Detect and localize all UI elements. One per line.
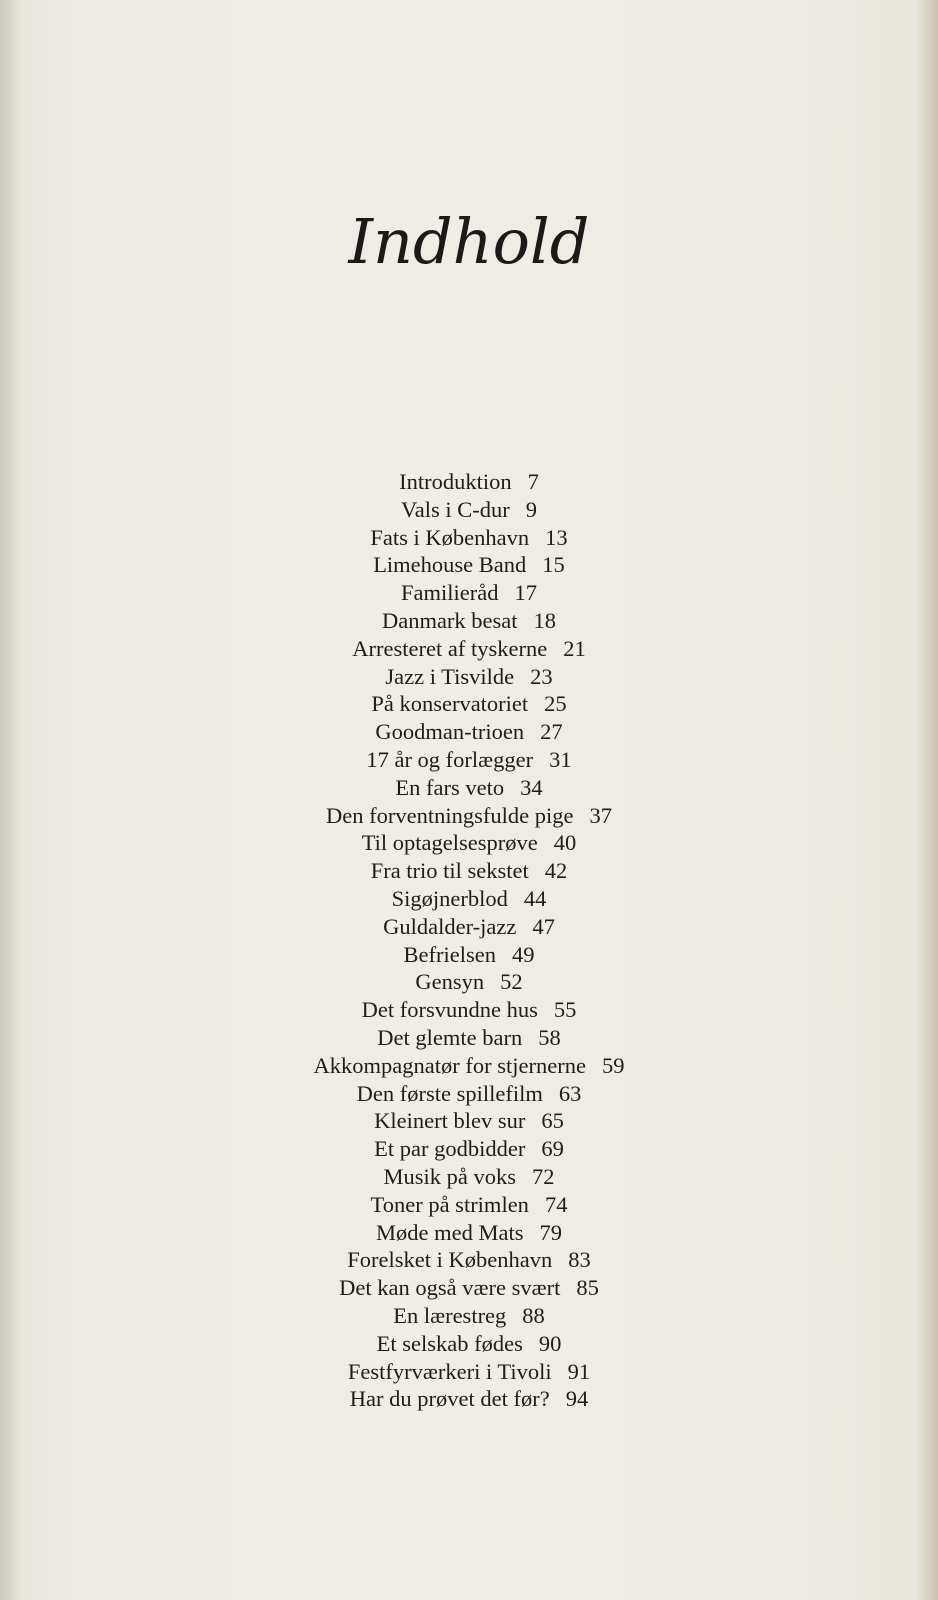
table-of-contents xyxy=(0,468,938,1413)
toc-entry-page: 9 xyxy=(525,496,537,522)
toc-entry xyxy=(0,1274,938,1302)
toc-entry-title: Befrielsen xyxy=(403,941,496,967)
toc-entry-title: Jazz i Tisvilde xyxy=(385,663,515,689)
toc-entry xyxy=(0,1358,938,1386)
toc-entry-page: 37 xyxy=(589,802,612,828)
toc-entry xyxy=(0,1024,938,1052)
toc-entry xyxy=(0,524,938,552)
toc-entry xyxy=(0,1330,938,1358)
toc-entry-title: Det forsvundne hus xyxy=(361,997,538,1023)
toc-entry-title: Den første spillefilm xyxy=(356,1080,543,1106)
toc-entry-title: Familieråd xyxy=(401,580,499,606)
toc-entry-page: 83 xyxy=(568,1247,591,1273)
toc-entry xyxy=(0,718,938,746)
toc-entry-page: 40 xyxy=(553,830,577,856)
toc-entry xyxy=(0,1191,938,1219)
toc-entry xyxy=(0,1052,938,1080)
toc-entry-page: 49 xyxy=(511,941,535,967)
toc-entry xyxy=(0,941,938,969)
toc-entry xyxy=(0,468,938,496)
toc-entry-page: 88 xyxy=(522,1302,545,1328)
toc-entry xyxy=(0,774,938,802)
page-title: Indhold xyxy=(348,205,590,278)
toc-entry-page: 31 xyxy=(549,746,572,772)
toc-entry xyxy=(0,690,938,718)
toc-entry xyxy=(0,885,938,913)
toc-entry-title: En lærestreg xyxy=(393,1302,507,1328)
toc-entry-page: 25 xyxy=(544,691,567,717)
toc-entry-title: Den forventningsfulde pige xyxy=(326,802,574,828)
toc-entry-page: 17 xyxy=(514,580,537,606)
toc-entry xyxy=(0,1219,938,1247)
toc-entry-title: Til optagelsesprøve xyxy=(361,830,538,856)
toc-entry-page: 55 xyxy=(553,997,577,1023)
toc-entry-title: Introduktion xyxy=(399,469,512,494)
toc-entry-page: 27 xyxy=(540,719,563,745)
toc-entry-title: Kleinert blev sur xyxy=(374,1108,526,1134)
toc-entry-page: 23 xyxy=(530,663,553,689)
toc-entry-page: 59 xyxy=(601,1052,625,1078)
toc-entry-title: En fars veto xyxy=(395,774,505,800)
toc-entry-page: 42 xyxy=(544,858,568,884)
toc-entry xyxy=(0,996,938,1024)
toc-entry xyxy=(0,1135,938,1163)
toc-entry-page: 18 xyxy=(533,607,557,633)
toc-entry-title: Vals i C-dur xyxy=(401,496,510,522)
toc-entry xyxy=(0,607,938,635)
toc-entry-page: 52 xyxy=(500,969,523,995)
toc-entry-title: Guldalder-jazz xyxy=(383,913,517,939)
toc-entry xyxy=(0,635,938,663)
toc-entry-page: 7 xyxy=(527,469,539,494)
toc-entry xyxy=(0,1163,938,1191)
toc-entry-page: 63 xyxy=(558,1080,582,1106)
toc-entry xyxy=(0,829,938,857)
toc-entry-title: Fats i København xyxy=(370,524,530,550)
toc-entry-title: Arresteret af tyskerne xyxy=(352,635,548,661)
toc-entry xyxy=(0,551,938,579)
toc-entry xyxy=(0,496,938,524)
toc-entry-page: 13 xyxy=(545,524,568,550)
toc-entry xyxy=(0,746,938,774)
toc-entry-title: Har du prøvet det før? xyxy=(349,1386,550,1412)
toc-entry-title: Festfyrværkeri i Tivoli xyxy=(347,1358,552,1384)
toc-entry-title: Et par godbidder xyxy=(374,1136,526,1162)
toc-entry-page: 47 xyxy=(532,913,555,939)
toc-entry-title: Det kan også være svært xyxy=(339,1275,561,1301)
toc-entry-page: 74 xyxy=(544,1191,568,1217)
toc-entry xyxy=(0,857,938,885)
toc-entry xyxy=(0,663,938,691)
toc-entry xyxy=(0,1080,938,1108)
toc-entry-page: 15 xyxy=(542,552,565,578)
toc-entry xyxy=(0,802,938,830)
toc-entry-page: 58 xyxy=(538,1024,561,1050)
toc-entry-title: Møde med Mats xyxy=(376,1219,524,1245)
toc-entry-page: 69 xyxy=(541,1136,564,1162)
toc-entry-page: 79 xyxy=(539,1219,562,1245)
toc-entry xyxy=(0,1246,938,1274)
toc-entry-title: Sigøjnerblod xyxy=(391,885,508,911)
toc-entry-page: 34 xyxy=(520,774,543,800)
toc-entry-page: 21 xyxy=(563,635,586,661)
toc-entry-title: Goodman-trioen xyxy=(375,719,525,745)
toc-entry-title: 17 år og forlægger xyxy=(366,746,534,772)
toc-entry xyxy=(0,1385,938,1413)
toc-entry-title: Toner på strimlen xyxy=(370,1191,529,1217)
toc-entry-title: Gensyn xyxy=(415,969,485,995)
toc-entry-title: Forelsket i København xyxy=(347,1247,553,1273)
toc-entry-page: 85 xyxy=(576,1275,599,1301)
toc-entry xyxy=(0,1107,938,1135)
toc-entry-title: Danmark besat xyxy=(381,607,518,633)
toc-entry-page: 90 xyxy=(538,1330,562,1356)
toc-entry-page: 44 xyxy=(523,885,547,911)
toc-entry-title: På konservatoriet xyxy=(371,691,529,717)
toc-entry-title: Akkompagnatør for stjernerne xyxy=(313,1052,586,1078)
toc-entry-page: 94 xyxy=(565,1386,589,1412)
toc-entry xyxy=(0,968,938,996)
toc-entry xyxy=(0,913,938,941)
toc-entry xyxy=(0,579,938,607)
toc-entry xyxy=(0,1302,938,1330)
toc-entry-title: Fra trio til sekstet xyxy=(370,858,529,884)
toc-entry-title: Et selskab fødes xyxy=(376,1330,523,1356)
toc-entry-page: 65 xyxy=(541,1108,564,1134)
toc-entry-page: 72 xyxy=(532,1163,555,1189)
toc-entry-title: Limehouse Band xyxy=(373,552,527,578)
toc-entry-page: 91 xyxy=(567,1358,591,1384)
toc-entry-title: Det glemte barn xyxy=(377,1024,523,1050)
toc-entry-title: Musik på voks xyxy=(383,1163,516,1189)
